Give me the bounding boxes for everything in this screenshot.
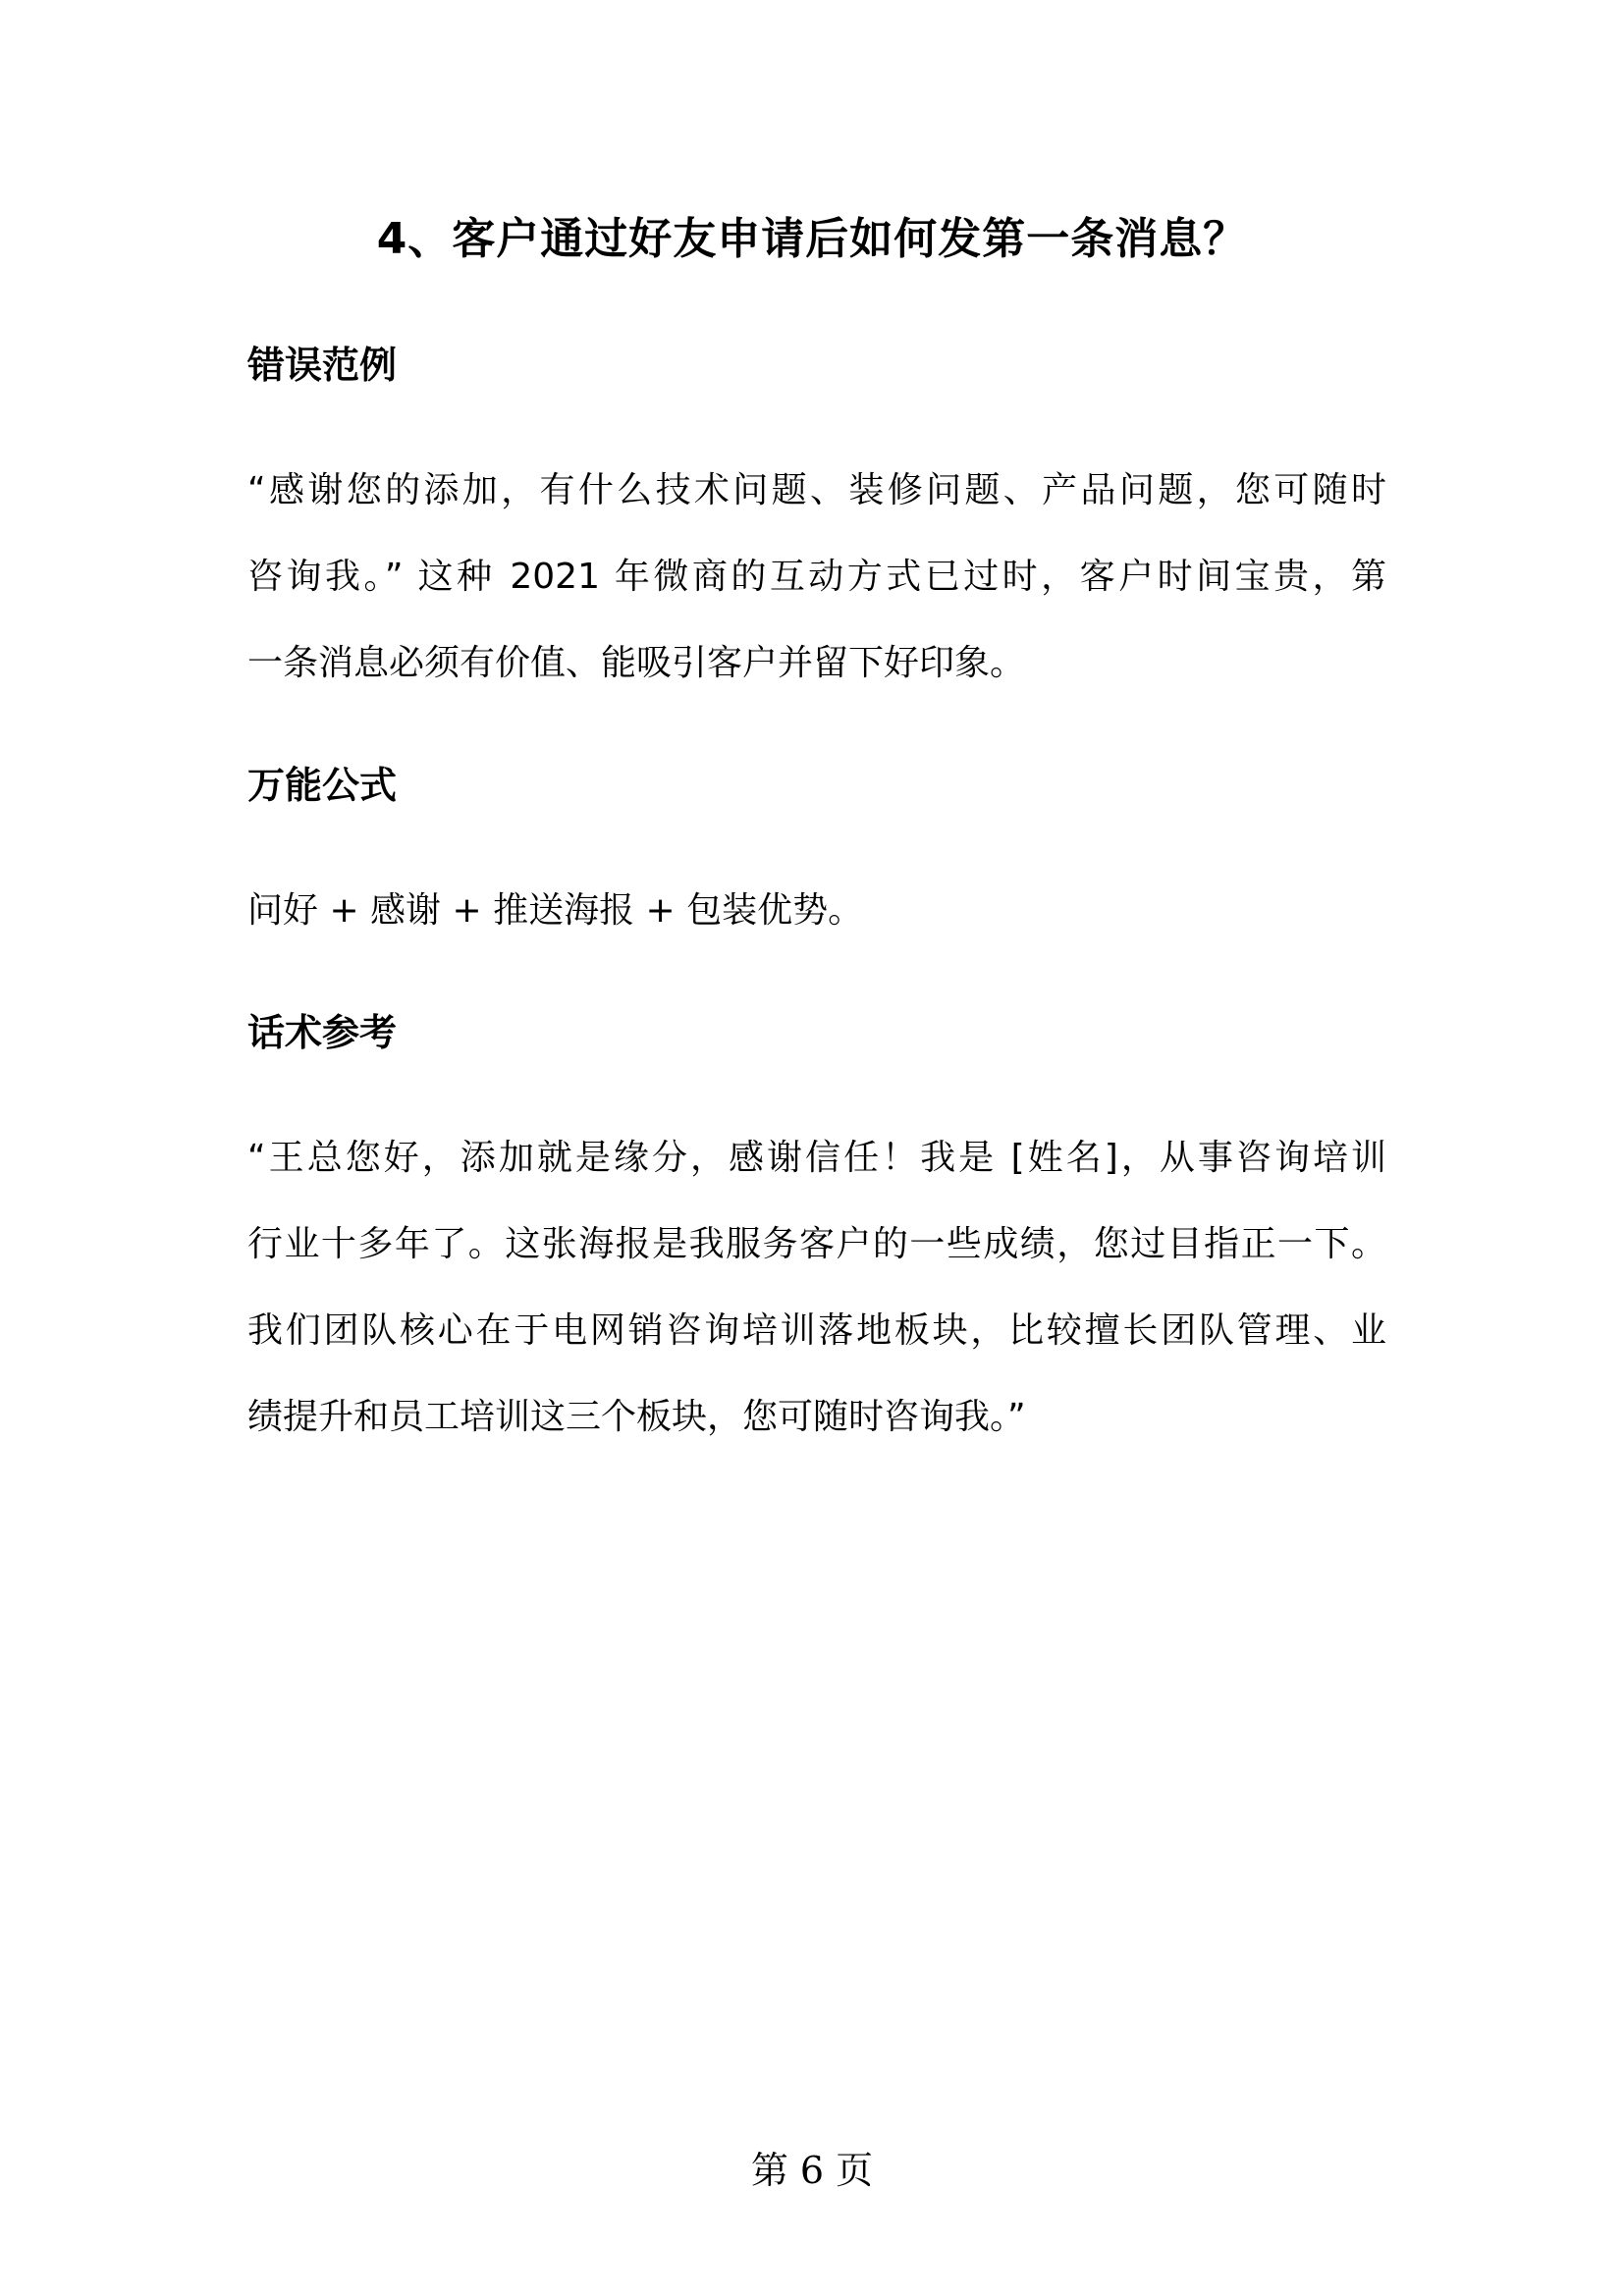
paragraph-line: 问好 + 感谢 + 推送海报 + 包装优势。	[247, 890, 864, 931]
section-heading-wrong-example: 错误范例	[247, 344, 398, 387]
script-reference-paragraph	[247, 1115, 1386, 1461]
section-heading-universal-formula: 万能公式	[247, 764, 398, 807]
wrong-example-paragraph	[247, 448, 1386, 707]
page-number: 第 6 页	[750, 2149, 874, 2192]
paragraph-line: “王总您好，添加就是缘分，感谢信任！我是 [姓名]，从事咨询培训	[247, 1138, 1386, 1178]
paragraph-line: “感谢您的添加，有什么技术问题、装修问题、产品问题，您可随时	[247, 470, 1386, 510]
formula-paragraph	[247, 868, 1386, 954]
paragraph-line: 我们团队核心在于电网销咨询培训落地板块，比较擅长团队管理、业	[247, 1310, 1386, 1351]
paragraph-line: 绩提升和员工培训这三个板块，您可随时咨询我。”	[247, 1397, 1026, 1437]
page-title: 4、客户通过好友申请后如何发第一条消息？	[376, 214, 1248, 264]
paragraph-line: 一条消息必须有价值、能吸引客户并留下好印象。	[247, 643, 1026, 683]
paragraph-line: 行业十多年了。这张海报是我服务客户的一些成绩，您过目指正一下。	[247, 1224, 1386, 1264]
paragraph-line: 咨询我。” 这种 2021 年微商的互动方式已过时，客户时间宝贵，第	[247, 557, 1386, 597]
section-heading-script-reference: 话术参考	[247, 1011, 398, 1054]
